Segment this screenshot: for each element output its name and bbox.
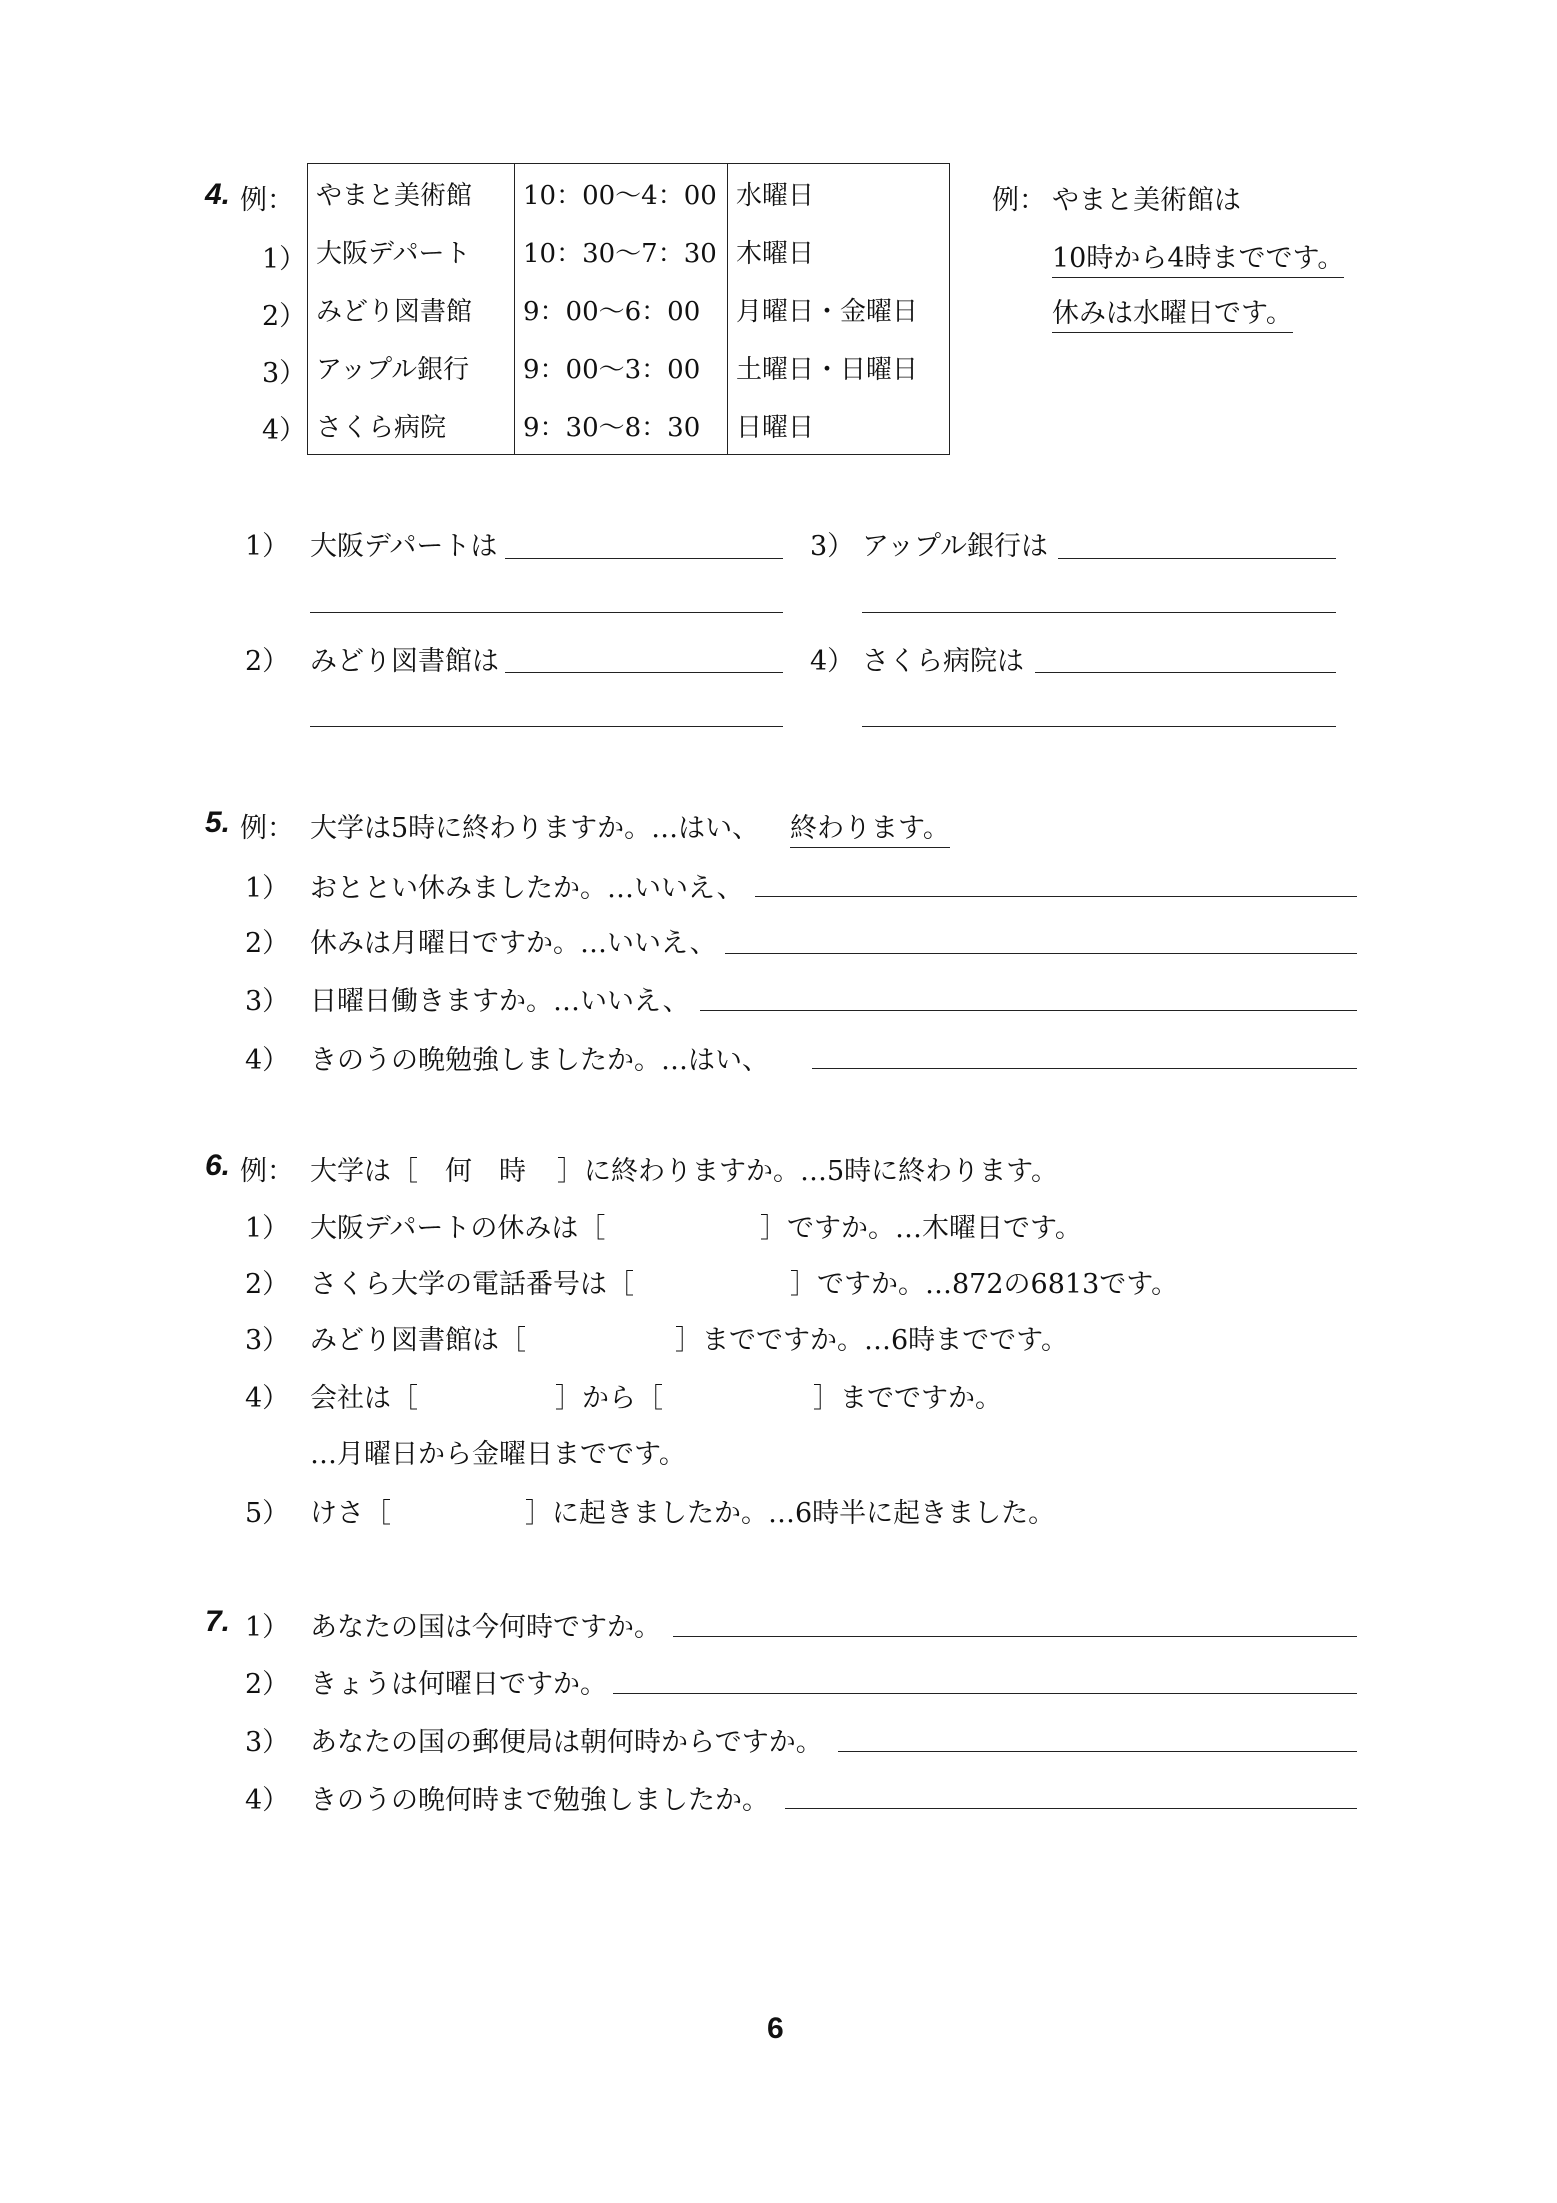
s4-q-label: 2） <box>245 646 290 677</box>
hours-cell: 10：00～4：00 <box>515 164 728 223</box>
section-7-number: 7. <box>205 1605 231 1638</box>
s4-q-label: 1） <box>245 531 290 562</box>
s4-q-text: アップル銀行は <box>862 531 1049 562</box>
s7-q-label: 2） <box>245 1669 290 1700</box>
place-cell: 大阪デパート <box>308 222 515 280</box>
s6-q-label: 4） <box>245 1383 290 1414</box>
s4-example-line1: やまと美術館は <box>1052 185 1241 216</box>
answer-line[interactable] <box>725 953 1357 954</box>
answer-line[interactable] <box>673 1636 1357 1637</box>
place-cell: さくら病院 <box>308 396 515 455</box>
s5-example-text: 大学は5時に終わりますか。…はい、 <box>310 813 760 844</box>
s7-q-text: あなたの国は今何時ですか。 <box>310 1612 661 1643</box>
s4-example-label: 例： <box>992 185 1046 216</box>
closed-cell: 木曜日 <box>728 222 950 280</box>
s6-q-label: 2） <box>245 1269 290 1300</box>
hours-cell: 10：30～7：30 <box>515 222 728 280</box>
s5-q-label: 1） <box>245 873 290 904</box>
s6-q4-d: …月曜日から金曜日までです。 <box>310 1439 686 1470</box>
hours-cell: 9：00～6：00 <box>515 280 728 338</box>
answer-line[interactable] <box>1058 558 1336 559</box>
answer-line[interactable] <box>812 1068 1357 1069</box>
answer-line[interactable] <box>613 1693 1357 1694</box>
s6-q5-b: ］に起きましたか。…6時半に起きました。 <box>525 1498 1056 1529</box>
hours-cell: 9：00～3：00 <box>515 338 728 396</box>
s5-q-label: 3） <box>245 986 290 1017</box>
section-6-number: 6. <box>205 1149 231 1182</box>
closed-cell: 月曜日・金曜日 <box>728 280 950 338</box>
s4-q-text: 大阪デパートは <box>310 531 498 562</box>
answer-line[interactable] <box>700 1010 1357 1011</box>
answer-line[interactable] <box>505 672 783 673</box>
s6-q-label: 3） <box>245 1325 290 1356</box>
place-cell: みどり図書館 <box>308 280 515 338</box>
s4-row-label: 2） <box>262 301 307 332</box>
s5-q-text: 休みは月曜日ですか。…いいえ、 <box>310 928 717 959</box>
s6-example-blank: 何 時 <box>445 1156 526 1187</box>
answer-line[interactable] <box>1035 672 1336 673</box>
s7-q-label: 1） <box>245 1612 290 1643</box>
answer-line[interactable] <box>505 558 783 559</box>
s6-example-a: 大学は［ <box>310 1156 418 1187</box>
s6-q4-a: 会社は［ <box>310 1383 418 1414</box>
s4-row-label: 4） <box>262 415 307 446</box>
s4-q-text: さくら病院は <box>862 646 1024 677</box>
table-row <box>308 280 950 338</box>
s6-q5-a: けさ［ <box>310 1498 391 1529</box>
s6-q4-c: ］までですか。 <box>813 1383 1002 1414</box>
answer-line[interactable] <box>862 612 1336 613</box>
answer-line[interactable] <box>310 612 783 613</box>
s6-q1-b: ］ですか。…木曜日です。 <box>760 1213 1082 1244</box>
s4-row-label: 3） <box>262 358 307 389</box>
s4-q-label: 3） <box>810 531 855 562</box>
closed-cell: 水曜日 <box>728 164 950 223</box>
place-cell: やまと美術館 <box>308 164 515 223</box>
s6-q-label: 1） <box>245 1213 290 1244</box>
s7-q-text: きのうの晩何時まで勉強しましたか。 <box>310 1785 769 1816</box>
answer-line[interactable] <box>755 896 1357 897</box>
s6-q3-a: みどり図書館は［ <box>310 1325 526 1356</box>
table-row <box>308 222 950 280</box>
hours-cell: 9：30～8：30 <box>515 396 728 455</box>
s4-row-label: 例： <box>240 185 294 216</box>
s5-q-label: 4） <box>245 1045 290 1076</box>
s5-q-text: おととい休みましたか。…いいえ、 <box>310 873 744 904</box>
s6-q-label: 5） <box>245 1498 290 1529</box>
s6-q4-b: ］から［ <box>555 1383 663 1414</box>
answer-line[interactable] <box>310 726 783 727</box>
s7-q-label: 3） <box>245 1727 290 1758</box>
place-cell: アップル銀行 <box>308 338 515 396</box>
closed-cell: 日曜日 <box>728 396 950 455</box>
table-row <box>308 338 950 396</box>
section-4-number: 4. <box>205 178 231 211</box>
s5-q-text: 日曜日働きますか。…いいえ、 <box>310 986 690 1017</box>
s4-q-text: みどり図書館は <box>310 646 499 677</box>
s5-example-label: 例： <box>240 813 294 844</box>
section-5-number: 5. <box>205 806 231 839</box>
s4-example-line2: 10時から4時までです。 <box>1052 236 1344 278</box>
table-row <box>308 164 950 223</box>
s7-q-text: きょうは何曜日ですか。 <box>310 1669 607 1700</box>
table-row <box>308 396 950 455</box>
s6-q3-b: ］までですか。…6時までです。 <box>675 1325 1069 1356</box>
s4-row-label: 1） <box>262 244 307 275</box>
s5-q-label: 2） <box>245 928 290 959</box>
s6-q1-a: 大阪デパートの休みは［ <box>310 1213 606 1244</box>
s6-q2-a: さくら大学の電話番号は［ <box>310 1269 634 1300</box>
answer-line[interactable] <box>785 1808 1357 1809</box>
s6-example-label: 例： <box>240 1156 294 1187</box>
answer-line[interactable] <box>862 726 1336 727</box>
s6-q2-b: ］ですか。…872の6813です。 <box>790 1269 1179 1300</box>
s6-example-b: ］に終わりますか。…5時に終わります。 <box>557 1156 1059 1187</box>
s7-q-text: あなたの国の郵便局は朝何時からですか。 <box>310 1727 823 1758</box>
s4-example-line3: 休みは水曜日です。 <box>1052 291 1293 333</box>
page-number: 6 <box>767 2012 784 2045</box>
closed-cell: 土曜日・日曜日 <box>728 338 950 396</box>
s5-example-answer: 終わります。 <box>790 806 950 848</box>
s5-q-text: きのうの晩勉強しましたか。…はい、 <box>310 1045 769 1076</box>
s7-q-label: 4） <box>245 1785 290 1816</box>
answer-line[interactable] <box>838 1751 1357 1752</box>
s4-q-label: 4） <box>810 646 855 677</box>
schedule-table <box>307 163 950 455</box>
